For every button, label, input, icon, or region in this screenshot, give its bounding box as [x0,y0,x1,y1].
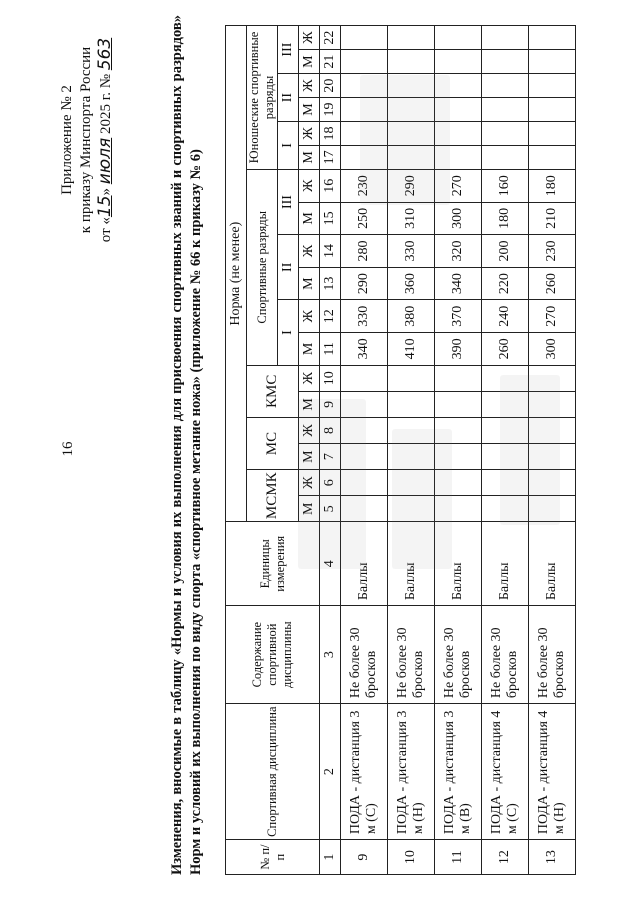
norm-value [482,122,529,146]
date-prefix: от « [98,217,114,243]
header-youth-II: II [278,74,299,122]
col-index: 17 [320,145,341,169]
col-index: 20 [320,74,341,98]
row-number: 12 [482,840,529,875]
norm-value [341,365,388,391]
header-sport-ranks: Спортивные разряды [247,169,278,365]
header-sex-m: М [299,267,320,300]
header-sex-m: М [299,444,320,470]
norm-value [529,122,576,146]
norm-value: 210 [529,202,576,235]
appendix-header [58,25,116,255]
norm-value: 230 [341,169,388,202]
header-num: № п/п [226,840,320,875]
norm-value: 260 [529,267,576,300]
header-kms: КМС [247,365,299,417]
norm-value: 260 [482,333,529,366]
norm-value: 370 [435,300,482,333]
date-year: 2025 г. № [98,73,114,135]
page-number: 16 [60,441,76,457]
norm-value: 330 [388,235,435,268]
norm-value: 310 [388,202,435,235]
norm-value: 380 [388,300,435,333]
scan-noise [500,375,560,525]
norm-value [482,145,529,169]
norm-value: 180 [482,202,529,235]
header-youth-ranks: Юношеские спортивные разряды [247,26,278,170]
norm-value: 290 [388,169,435,202]
norm-value: 360 [388,267,435,300]
header-units: Единицы измерения [226,522,320,606]
header-sport-III: III [278,169,299,234]
col-index: 12 [320,300,341,333]
row-number: 11 [435,840,482,875]
header-sex-m: М [299,496,320,522]
norm-value [529,74,576,98]
header-sex-f: Ж [299,26,320,50]
col-index: 4 [320,522,341,606]
col-index: 10 [320,365,341,391]
scan-noise [392,429,452,569]
norm-value [341,26,388,50]
row-units: Баллы [435,522,482,606]
date-month: июля [95,137,115,185]
col-index: 1 [320,840,341,875]
scan-noise [298,399,366,569]
row-content: Не более 30 бросков [388,606,435,704]
order-number: 563 [95,37,115,71]
norm-value: 390 [435,333,482,366]
norm-value [482,50,529,74]
header-sport-I: I [278,300,299,365]
norm-value: 270 [529,300,576,333]
header-sex-m: М [299,98,320,122]
header-sex-f: Ж [299,74,320,98]
norm-value: 160 [482,169,529,202]
norm-value: 320 [435,235,482,268]
norm-value [482,26,529,50]
header-sex-f: Ж [299,122,320,146]
norm-value: 250 [341,202,388,235]
norm-value [341,50,388,74]
norm-value: 410 [388,333,435,366]
row-content: Не более 30 бросков [482,606,529,704]
header-sport-II: II [278,235,299,300]
header-content: Содержание спортивной дисциплины [226,606,320,704]
col-index: 13 [320,267,341,300]
norm-value: 230 [529,235,576,268]
appendix-date-line [96,25,116,255]
header-youth-III: III [278,26,299,74]
norm-value: 240 [482,300,529,333]
norm-value [388,365,435,391]
document-heading: Изменения, вносимые в таблицу «Нормы и условия их выполнения для присвоения спортивных званий и спортивных разрядов» Норм и условий их выполнения по виду спорта «спортивное метание ножа» (приложение № 66 к приказу № 6) [169,15,204,875]
norm-value [529,50,576,74]
col-index: 6 [320,470,341,496]
norm-value [529,26,576,50]
row-number: 13 [529,840,576,875]
norm-value [435,50,482,74]
col-index: 11 [320,333,341,366]
header-sex-m: М [299,202,320,235]
norm-value [388,26,435,50]
date-mid: » [98,187,114,196]
norm-value [388,391,435,417]
col-index: 5 [320,496,341,522]
col-index: 8 [320,417,341,443]
norm-value [388,50,435,74]
norm-value: 270 [435,169,482,202]
norm-value: 300 [435,202,482,235]
header-sex-m: М [299,145,320,169]
row-units: Баллы [529,522,576,606]
norm-value [529,145,576,169]
appendix-order-ref: к приказу Минспорта России [78,46,94,234]
row-discipline: ПОДА - дистанция 4 м (Н) [529,704,576,840]
col-index: 7 [320,444,341,470]
header-msmk: МСМК [247,470,299,522]
norm-value: 200 [482,235,529,268]
norm-value: 340 [341,333,388,366]
norm-value: 280 [341,235,388,268]
header-sex-f: Ж [299,300,320,333]
header-sex-m: М [299,333,320,366]
norm-value: 340 [435,267,482,300]
col-index: 14 [320,235,341,268]
header-youth-I: I [278,122,299,170]
col-index: 22 [320,26,341,50]
header-sex-f: Ж [299,235,320,268]
header-sex-m: М [299,50,320,74]
norm-value [435,365,482,391]
row-number: 9 [341,840,388,875]
row-number: 10 [388,840,435,875]
norm-value [482,74,529,98]
row-content: Не более 30 бросков [341,606,388,704]
row-discipline: ПОДА - дистанция 3 м (Н) [388,704,435,840]
date-day: 15 [95,195,115,218]
row-units: Баллы [482,522,529,606]
col-index: 18 [320,122,341,146]
row-units: Баллы [388,522,435,606]
appendix-title: Приложение № 2 [59,85,75,195]
norm-value [482,98,529,122]
norm-value: 330 [341,300,388,333]
col-index: 3 [320,606,341,704]
header-ms: МС [247,417,299,469]
row-discipline: ПОДА - дистанция 4 м (С) [482,704,529,840]
header-discipline: Спортивная дисциплина [226,704,320,840]
header-sex-f: Ж [299,169,320,202]
col-index: 15 [320,202,341,235]
row-units: Баллы [341,522,388,606]
header-sex-f: Ж [299,417,320,443]
norm-value: 300 [529,333,576,366]
col-index: 9 [320,391,341,417]
norm-value: 220 [482,267,529,300]
row-discipline: ПОДА - дистанция 3 м (В) [435,704,482,840]
scan-noise [360,75,450,205]
norm-value: 290 [341,267,388,300]
header-sex-f: Ж [299,470,320,496]
norm-value [435,391,482,417]
col-index: 21 [320,50,341,74]
row-content: Не более 30 бросков [529,606,576,704]
row-content: Не более 30 бросков [435,606,482,704]
header-sex-m: М [299,391,320,417]
header-sex-f: Ж [299,365,320,391]
norm-value [529,98,576,122]
header-norma: Норма (не менее) [226,26,247,522]
col-index: 2 [320,704,341,840]
col-index: 19 [320,98,341,122]
norm-value: 180 [529,169,576,202]
row-discipline: ПОДА - дистанция 3 м (С) [341,704,388,840]
norm-value [435,26,482,50]
col-index: 16 [320,169,341,202]
